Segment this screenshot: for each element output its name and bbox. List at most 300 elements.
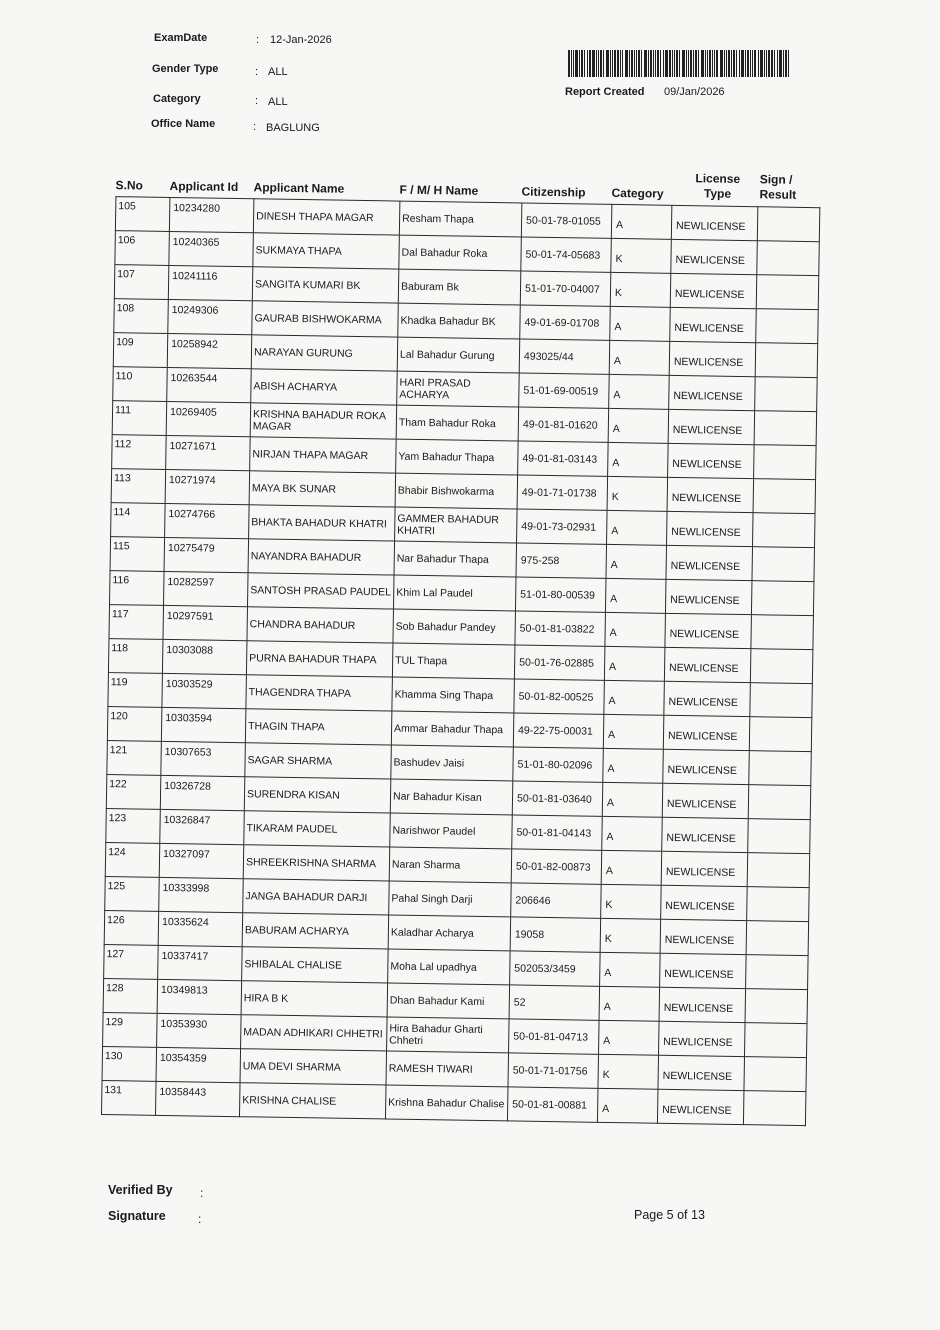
barcode-bar xyxy=(695,50,697,77)
cell-license-type: NEWLICENSE xyxy=(669,375,756,410)
barcode-bar xyxy=(665,50,668,77)
cell-fmh-name: Bhabir Bishwokarma xyxy=(395,473,518,509)
cell-fmh-name: Nar Bahadur Kisan xyxy=(390,779,513,815)
barcode-bar xyxy=(745,50,746,77)
cell-sign-result xyxy=(749,717,812,752)
barcode-bar xyxy=(686,50,687,77)
cell-sign-result xyxy=(756,309,819,344)
cell-category: K xyxy=(607,476,668,511)
barcode-bar xyxy=(707,50,708,77)
barcode-bar xyxy=(752,50,753,77)
cell-applicant-name: UMA DEVI SHARMA xyxy=(240,1049,387,1085)
gender-type-colon: : xyxy=(255,66,259,78)
cell-category: K xyxy=(600,918,661,953)
cell-applicant-id: 10307653 xyxy=(161,741,246,776)
barcode-bar xyxy=(657,50,659,77)
cell-applicant-name: JANGA BAHADUR DARJI xyxy=(243,879,390,915)
cell-category: A xyxy=(599,986,660,1021)
barcode-bar xyxy=(724,50,725,77)
cell-category: A xyxy=(606,544,667,579)
gender-type-label: Gender Type xyxy=(152,63,219,75)
cell-applicant-name: PURNA BAHADUR THAPA xyxy=(246,641,393,677)
cell-applicant-id: 10326728 xyxy=(160,775,245,810)
cell-sign-result xyxy=(751,615,814,650)
barcode-bar xyxy=(634,50,635,77)
cell-citizenship: 50-01-78-01055 xyxy=(521,203,612,238)
col-sign-result-text: Sign / Result xyxy=(759,172,797,202)
barcode-bar xyxy=(568,50,570,77)
barcode-bar xyxy=(728,50,730,77)
barcode-bar xyxy=(617,50,619,77)
barcode-bar xyxy=(750,50,751,77)
barcode-bar xyxy=(663,50,664,77)
cell-applicant-name: TIKARAM PAUDEL xyxy=(244,811,391,847)
cell-license-type: NEWLICENSE xyxy=(662,783,749,818)
cell-category: A xyxy=(603,714,664,749)
barcode-bar xyxy=(598,50,599,77)
cell-fmh-name: Sob Bahadur Pandey xyxy=(393,609,516,645)
office-name-colon: : xyxy=(253,121,257,133)
cell-license-type: NEWLICENSE xyxy=(668,409,755,444)
cell-fmh-name: Khadka Bahadur BK xyxy=(398,303,521,339)
cell-sign-result xyxy=(748,819,811,854)
barcode-bar xyxy=(600,50,602,77)
barcode xyxy=(568,50,795,77)
cell-sign-result xyxy=(755,377,818,412)
cell-applicant-id: 10234280 xyxy=(169,197,254,232)
cell-sign-result xyxy=(746,955,809,990)
cell-applicant-id: 10274766 xyxy=(165,503,250,538)
cell-applicant-id: 10271671 xyxy=(166,435,251,470)
cell-citizenship: 49-01-81-01620 xyxy=(518,407,609,442)
cell-applicant-id: 10335624 xyxy=(158,911,243,946)
gender-type-value: ALL xyxy=(268,66,288,78)
cell-sno: 128 xyxy=(103,979,158,1014)
barcode-bar xyxy=(754,50,756,77)
exam-date-colon: : xyxy=(256,34,260,46)
applicant-table xyxy=(101,160,828,1126)
barcode-bar xyxy=(596,50,597,77)
cell-sign-result xyxy=(756,275,819,310)
cell-fmh-name: HARI PRASAD ACHARYA xyxy=(397,371,520,407)
cell-applicant-id: 10333998 xyxy=(159,877,244,912)
cell-sno: 114 xyxy=(111,503,166,538)
cell-applicant-name: SANTOSH PRASAD PAUDEL xyxy=(248,573,395,609)
cell-applicant-name: DINESH THAPA MAGAR xyxy=(253,199,400,235)
cell-sno: 122 xyxy=(106,775,161,810)
barcode-bar xyxy=(779,50,782,77)
barcode-bar xyxy=(758,50,759,77)
col-applicant-id: Applicant Id xyxy=(169,178,239,195)
cell-category: A xyxy=(597,1088,658,1123)
cell-applicant-name: SURENDRA KISAN xyxy=(244,777,391,813)
cell-sign-result xyxy=(743,1091,806,1126)
barcode-bar xyxy=(693,50,694,77)
cell-license-type: NEWLICENSE xyxy=(660,919,747,954)
office-name-label: Office Name xyxy=(151,118,216,130)
cell-applicant-id: 10349813 xyxy=(157,979,242,1014)
cell-category: A xyxy=(608,442,669,477)
cell-license-type: NEWLICENSE xyxy=(658,1055,745,1090)
cell-citizenship: 975-258 xyxy=(516,543,607,578)
barcode-bar xyxy=(641,50,642,77)
barcode-bar xyxy=(709,50,711,77)
cell-applicant-name: SHREEKRISHNA SHARMA xyxy=(243,845,390,881)
barcode-bar xyxy=(701,50,704,77)
cell-sign-result xyxy=(750,649,813,684)
barcode-bar xyxy=(788,50,789,77)
cell-license-type: NEWLICENSE xyxy=(660,953,747,988)
barcode-bar xyxy=(777,50,778,77)
cell-fmh-name: RAMESH TIWARI xyxy=(386,1051,509,1087)
cell-license-type: NEWLICENSE xyxy=(665,613,752,648)
cell-sno: 106 xyxy=(115,231,170,266)
col-sign-result xyxy=(751,172,812,207)
cell-citizenship: 50-01-76-02885 xyxy=(514,645,605,680)
cell-sign-result xyxy=(749,751,812,786)
barcode-bar xyxy=(575,50,578,77)
cell-license-type: NEWLICENSE xyxy=(664,681,751,716)
col-license-type-text: License Type xyxy=(695,171,741,201)
cell-category: A xyxy=(599,1020,660,1055)
cell-sno: 105 xyxy=(115,197,170,232)
cell-sign-result xyxy=(757,241,820,276)
cell-applicant-name: NIRJAN THAPA MAGAR xyxy=(250,437,397,473)
cell-applicant-id: 10258942 xyxy=(167,333,252,368)
cell-applicant-name: BHAKTA BAHADUR KHATRI xyxy=(249,505,396,541)
cell-sno: 129 xyxy=(103,1013,158,1048)
barcode-bar xyxy=(592,50,595,77)
cell-sign-result xyxy=(753,513,816,548)
cell-applicant-name: GAURAB BISHWOKARMA xyxy=(252,301,399,337)
barcode-bar xyxy=(688,50,689,77)
cell-fmh-name: Khim Lal Paudel xyxy=(393,575,516,611)
barcode-bar xyxy=(785,50,787,77)
cell-citizenship: 493025/44 xyxy=(519,339,610,374)
verified-by-label: Verified By xyxy=(108,1183,173,1197)
cell-fmh-name: Naran Sharma xyxy=(389,847,512,883)
barcode-bar xyxy=(606,50,609,77)
cell-sno: 127 xyxy=(104,945,159,980)
cell-sign-result xyxy=(752,547,815,582)
barcode-bar xyxy=(720,50,723,77)
barcode-bar xyxy=(669,50,671,77)
cell-applicant-name: NAYANDRA BAHADUR xyxy=(248,539,395,575)
cell-citizenship: 502053/3459 xyxy=(510,951,601,986)
cell-citizenship: 51-01-80-00539 xyxy=(515,577,606,612)
cell-sno: 108 xyxy=(114,299,169,334)
cell-fmh-name: Tham Bahadur Roka xyxy=(396,405,519,441)
cell-fmh-name: Ammar Bahadur Thapa xyxy=(391,711,514,747)
barcode-bar xyxy=(760,50,763,77)
cell-license-type: NEWLICENSE xyxy=(663,715,750,750)
cell-applicant-name: HIRA B K xyxy=(241,981,388,1017)
cell-applicant-name: MAYA BK SUNAR xyxy=(249,471,396,507)
signature-label: Signature xyxy=(108,1209,166,1223)
cell-license-type: NEWLICENSE xyxy=(665,579,752,614)
cell-applicant-name: THAGIN THAPA xyxy=(245,709,392,745)
barcode-bar xyxy=(771,50,773,77)
cell-category: A xyxy=(609,374,670,409)
barcode-bar xyxy=(655,50,656,77)
cell-fmh-name: Moha Lal upadhya xyxy=(388,949,511,985)
cell-sign-result xyxy=(757,207,820,242)
cell-license-type: NEWLICENSE xyxy=(671,239,758,274)
cell-applicant-id: 10241116 xyxy=(168,265,253,300)
cell-citizenship: 50-01-81-04713 xyxy=(509,1019,600,1054)
cell-citizenship: 51-01-80-02096 xyxy=(513,747,604,782)
cell-citizenship: 51-01-70-04007 xyxy=(520,271,611,306)
cell-applicant-name: ABISH ACHARYA xyxy=(251,369,398,405)
cell-applicant-id: 10354359 xyxy=(156,1047,241,1082)
cell-applicant-name: KRISHNA BAHADUR ROKA MAGAR xyxy=(250,403,397,439)
cell-category: A xyxy=(604,680,665,715)
cell-license-type: NEWLICENSE xyxy=(657,1089,744,1124)
cell-category: K xyxy=(601,884,662,919)
cell-category: K xyxy=(611,238,672,273)
cell-sno: 112 xyxy=(112,435,167,470)
cell-applicant-id: 10297591 xyxy=(163,605,248,640)
cell-citizenship: 50-01-82-00873 xyxy=(511,849,602,884)
cell-fmh-name: Baburam Bk xyxy=(398,269,521,305)
cell-citizenship: 50-01-74-05683 xyxy=(521,237,612,272)
cell-applicant-id: 10282597 xyxy=(164,571,249,606)
cell-applicant-id: 10327097 xyxy=(159,843,244,878)
cell-license-type: NEWLICENSE xyxy=(661,851,748,886)
cell-applicant-id: 10271974 xyxy=(165,469,250,504)
barcode-bar xyxy=(638,50,640,77)
cell-license-type: NEWLICENSE xyxy=(670,273,757,308)
barcode-bar xyxy=(739,50,740,77)
cell-category: A xyxy=(609,340,670,375)
cell-applicant-name: BABURAM ACHARYA xyxy=(242,913,389,949)
cell-category: A xyxy=(610,306,671,341)
cell-fmh-name: Khamma Sing Thapa xyxy=(392,677,515,713)
cell-fmh-name: Dal Bahadur Roka xyxy=(399,235,522,271)
cell-sno: 123 xyxy=(106,809,161,844)
cell-sno: 113 xyxy=(111,469,166,504)
cell-sign-result xyxy=(745,989,808,1024)
exam-date-value: 12-Jan-2026 xyxy=(270,34,332,46)
barcode-bar xyxy=(726,50,727,77)
cell-category: A xyxy=(607,510,668,545)
barcode-bar xyxy=(736,50,737,77)
cell-applicant-id: 10249306 xyxy=(168,299,253,334)
cell-sno: 111 xyxy=(112,401,167,436)
cell-sno: 131 xyxy=(102,1081,157,1116)
barcode-bar xyxy=(573,50,574,77)
cell-sign-result xyxy=(748,785,811,820)
cell-citizenship: 19058 xyxy=(510,917,601,952)
barcode-bar xyxy=(783,50,784,77)
cell-category: A xyxy=(605,578,666,613)
exam-date-label: ExamDate xyxy=(154,32,208,44)
barcode-bar xyxy=(764,50,765,77)
cell-sno: 130 xyxy=(102,1047,157,1082)
barcode-bar xyxy=(774,50,775,77)
cell-applicant-name: THAGENDRA THAPA xyxy=(246,675,393,711)
col-license-type xyxy=(683,171,752,206)
cell-license-type: NEWLICENSE xyxy=(666,545,753,580)
barcode-bar xyxy=(629,50,630,77)
cell-applicant-name: SUKMAYA THAPA xyxy=(253,233,400,269)
report-created-value: 09/Jan/2026 xyxy=(664,86,725,98)
cell-citizenship: 51-01-69-00519 xyxy=(519,373,610,408)
report-created-label: Report Created xyxy=(565,86,645,98)
barcode-bar xyxy=(660,50,661,77)
cell-sno: 121 xyxy=(107,741,162,776)
cell-sno: 107 xyxy=(114,265,169,300)
cell-citizenship: 49-01-69-01708 xyxy=(520,305,611,340)
cell-license-type: NEWLICENSE xyxy=(663,749,750,784)
cell-fmh-name: Hira Bahadur Gharti Chhetri xyxy=(387,1017,510,1053)
verified-by-colon: : xyxy=(200,1186,204,1200)
cell-category: A xyxy=(600,952,661,987)
barcode-bar xyxy=(741,50,744,77)
barcode-bar xyxy=(690,50,692,77)
cell-applicant-id: 10303529 xyxy=(162,673,247,708)
cell-citizenship: 50-01-81-00881 xyxy=(507,1087,598,1122)
barcode-bar xyxy=(714,50,715,77)
barcode-bar xyxy=(625,50,628,77)
barcode-bar xyxy=(679,50,680,77)
cell-sno: 117 xyxy=(109,605,164,640)
cell-fmh-name: Bashudev Jaisi xyxy=(391,745,514,781)
cell-citizenship: 50-01-81-03640 xyxy=(512,781,603,816)
cell-applicant-id: 10326847 xyxy=(160,809,245,844)
barcode-bar xyxy=(579,50,580,77)
barcode-bar xyxy=(731,50,732,77)
barcode-bar xyxy=(676,50,678,77)
cell-applicant-name: SAGAR SHARMA xyxy=(245,743,392,779)
barcode-bar xyxy=(631,50,633,77)
category-colon: : xyxy=(255,95,259,107)
barcode-bar xyxy=(747,50,749,77)
barcode-bar xyxy=(672,50,673,77)
cell-category: K xyxy=(610,272,671,307)
cell-fmh-name: Nar Bahadur Thapa xyxy=(394,541,517,577)
cell-license-type: NEWLICENSE xyxy=(667,477,754,512)
cell-license-type: NEWLICENSE xyxy=(668,443,755,478)
cell-category: K xyxy=(598,1054,659,1089)
cell-sno: 118 xyxy=(108,639,163,674)
cell-applicant-name: NARAYAN GURUNG xyxy=(251,335,398,371)
cell-category: A xyxy=(604,646,665,681)
cell-applicant-name: MADAN ADHIKARI CHHETRI xyxy=(241,1015,388,1051)
cell-sign-result xyxy=(746,921,809,956)
cell-applicant-id: 10358443 xyxy=(155,1081,240,1116)
cell-citizenship: 49-01-73-02931 xyxy=(517,509,608,544)
cell-citizenship: 206646 xyxy=(511,883,602,918)
barcode-bar xyxy=(653,50,654,77)
barcode-bar xyxy=(650,50,652,77)
cell-sign-result xyxy=(755,343,818,378)
barcode-bar xyxy=(581,50,583,77)
cell-category: A xyxy=(601,850,662,885)
barcode-bar xyxy=(610,50,611,77)
cell-sign-result xyxy=(747,887,810,922)
cell-fmh-name: GAMMER BAHADUR KHATRI xyxy=(395,507,518,543)
cell-license-type: NEWLICENSE xyxy=(671,205,758,240)
cell-applicant-name: CHANDRA BAHADUR xyxy=(247,607,394,643)
barcode-bar xyxy=(644,50,647,77)
cell-category: A xyxy=(602,816,663,851)
cell-sign-result xyxy=(753,479,816,514)
applicant-rows xyxy=(101,196,820,1126)
barcode-bar xyxy=(589,50,591,77)
cell-applicant-id: 10353930 xyxy=(157,1013,242,1048)
cell-applicant-name: SHIBALAL CHALISE xyxy=(242,947,389,983)
barcode-bar xyxy=(603,50,604,77)
barcode-bar xyxy=(768,50,770,77)
cell-fmh-name: Narishwor Paudel xyxy=(390,813,513,849)
cell-applicant-name: KRISHNA CHALISE xyxy=(239,1083,386,1119)
col-applicant-name: Applicant Name xyxy=(253,180,345,196)
col-category: Category xyxy=(611,185,664,201)
cell-license-type: NEWLICENSE xyxy=(659,987,746,1022)
category-value: ALL xyxy=(268,96,288,108)
office-name-value: BAGLUNG xyxy=(266,122,320,134)
cell-sign-result xyxy=(744,1023,807,1058)
cell-applicant-name: SANGITA KUMARI BK xyxy=(252,267,399,303)
category-label: Category xyxy=(153,93,201,105)
cell-citizenship: 49-22-75-00031 xyxy=(513,713,604,748)
cell-sno: 110 xyxy=(113,367,168,402)
cell-category: A xyxy=(611,204,672,239)
cell-category: A xyxy=(605,612,666,647)
cell-applicant-id: 10263544 xyxy=(167,367,252,402)
cell-fmh-name: Pahal Singh Darji xyxy=(389,881,512,917)
cell-applicant-id: 10337417 xyxy=(158,945,243,980)
cell-category: A xyxy=(603,748,664,783)
col-sno: S.No xyxy=(115,178,144,193)
cell-sign-result xyxy=(744,1057,807,1092)
cell-sno: 126 xyxy=(104,911,159,946)
cell-fmh-name: TUL Thapa xyxy=(392,643,515,679)
signature-colon: : xyxy=(198,1212,202,1226)
cell-license-type: NEWLICENSE xyxy=(669,341,756,376)
page-number: Page 5 of 13 xyxy=(634,1208,705,1222)
cell-sno: 116 xyxy=(110,571,165,606)
cell-fmh-name: Yam Bahadur Thapa xyxy=(396,439,519,475)
cell-sign-result xyxy=(751,581,814,616)
cell-fmh-name: Kaladhar Acharya xyxy=(388,915,511,951)
barcode-bar xyxy=(705,50,706,77)
barcode-bar xyxy=(587,50,588,77)
cell-applicant-id: 10303594 xyxy=(161,707,246,742)
cell-citizenship: 49-01-81-03143 xyxy=(518,441,609,476)
cell-fmh-name: Dhan Bahadur Kami xyxy=(387,983,510,1019)
cell-citizenship: 50-01-81-03822 xyxy=(515,611,606,646)
barcode-bar xyxy=(571,50,572,77)
cell-sign-result xyxy=(747,853,810,888)
barcode-bar xyxy=(733,50,735,77)
cell-citizenship: 50-01-71-01756 xyxy=(508,1053,599,1088)
cell-license-type: NEWLICENSE xyxy=(664,647,751,682)
cell-license-type: NEWLICENSE xyxy=(670,307,757,342)
barcode-bar xyxy=(712,50,713,77)
barcode-bar xyxy=(622,50,623,77)
cell-license-type: NEWLICENSE xyxy=(661,885,748,920)
cell-citizenship: 52 xyxy=(509,985,600,1020)
cell-sno: 119 xyxy=(108,673,163,708)
cell-fmh-name: Resham Thapa xyxy=(399,201,522,237)
barcode-bar xyxy=(584,50,585,77)
cell-sign-result xyxy=(750,683,813,718)
barcode-bar xyxy=(614,50,616,77)
cell-citizenship: 50-01-81-04143 xyxy=(512,815,603,850)
cell-sno: 124 xyxy=(105,843,160,878)
